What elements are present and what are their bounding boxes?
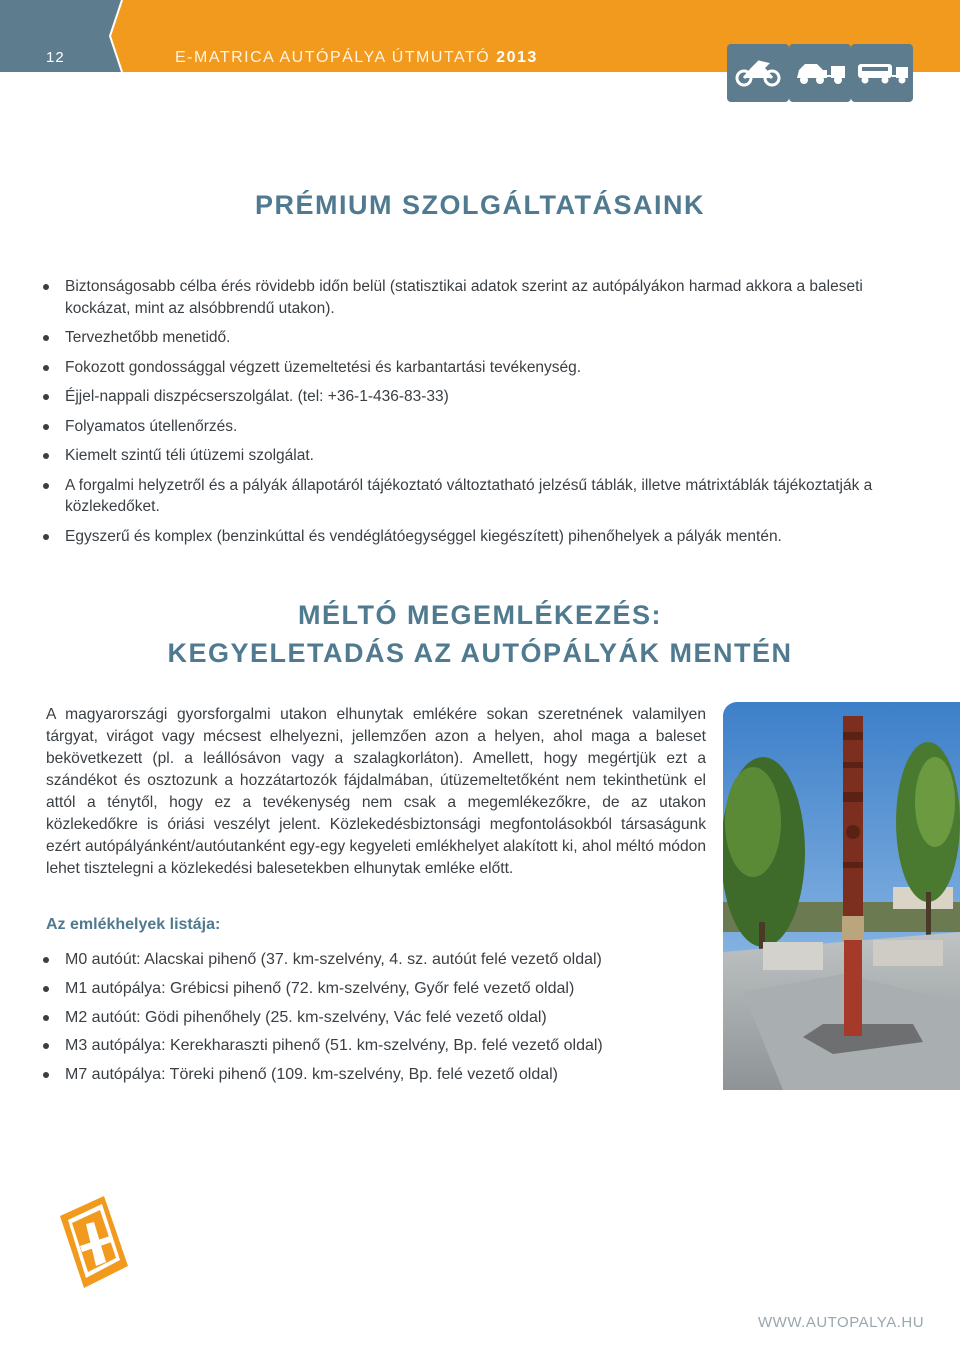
car-with-trailer-icon xyxy=(789,44,851,102)
list-item: Egyszerű és komplex (benzinkúttal és vendéglátóegységgel kiegészített) pihenőhelyek a pályák mentén. xyxy=(40,526,920,548)
header-title-year: 2013 xyxy=(496,49,538,66)
list-item: M3 autópálya: Kerekharaszti pihenő (51. km-szelvény, Bp. felé vezető oldal) xyxy=(40,1036,680,1056)
bus-with-trailer-icon xyxy=(851,44,913,102)
memorial-heading-line2: KEGYELETADÁS AZ AUTÓPÁLYÁK MENTÉN xyxy=(167,638,793,668)
header-title-prefix: E-MATRICA AUTÓPÁLYA ÚTMUTATÓ xyxy=(175,49,491,66)
memorial-heading xyxy=(0,596,960,672)
list-item: M2 autóút: Gödi pihenőhely (25. km-szelvény, Vác felé vezető oldal) xyxy=(40,1008,680,1028)
motorway-logo-icon xyxy=(56,1196,132,1292)
motorcycle-icon xyxy=(727,44,789,102)
memorial-photo xyxy=(723,702,960,1090)
list-item: Tervezhetőbb menetidő. xyxy=(40,327,920,349)
memorial-paragraph: A magyarországi gyorsforgalmi utakon elhunytak emlékére sokan szeretnének valamilyen tárgyat, virágot vagy mécsest elhelyezni, jellemzően azon a helyen, ahol maga a baleset bekövetkezett (pl. a leállósávon vagy a szalagkorláton). Amellett, hogy megértjük ezt a szándékot és osztozunk a hozzátartozók fájdalmában, útüzemeltetőként nem tekinthetünk el attól a ténytől, hogy ez a tevékenység nem csak a megemlékezőkre, de az utakon közlekedőkre is óriási veszélyt jelent. Közlekedésbiztonsági megfontolásokból társaságunk ezért autópályánként/autóutanként egy-egy kegyeleti emlékhelyet alakított ki, ahol méltó módon lehet tisztelegni a közlekedési balesetekben elhunytak emléke előtt. xyxy=(46,706,706,877)
places-list xyxy=(40,950,680,1094)
list-item: Fokozott gondossággal végzett üzemeltetési és karbantartási tevékenység. xyxy=(40,357,920,379)
page-number: 12 xyxy=(46,49,65,66)
premium-heading: PRÉMIUM SZOLGÁLTATÁSAINK xyxy=(255,190,705,220)
list-item: Biztonságosabb célba érés rövidebb időn belül (statisztikai adatok szerint az autópályákon harmad akkora a baleseti kockázat, mint az alsóbbrendű utakon). xyxy=(40,276,920,319)
memorial-heading-line1: MÉLTÓ MEGEMLÉKEZÉS: xyxy=(298,600,662,630)
list-item: Folyamatos útellenőrzés. xyxy=(40,416,920,438)
list-item: M0 autóút: Alacskai pihenő (37. km-szelvény, 4. sz. autóút felé vezető oldal) xyxy=(40,950,680,970)
list-item: M1 autópálya: Grébicsi pihenő (72. km-szelvény, Győr felé vezető oldal) xyxy=(40,979,680,999)
premium-list xyxy=(40,276,920,555)
list-item: A forgalmi helyzetről és a pályák állapotáról tájékoztató változtatható jelzésű táblák, illetve mátrixtáblák tájékoztatják a közlekedőket. xyxy=(40,475,920,518)
website-link[interactable]: WWW.AUTOPALYA.HU xyxy=(758,1314,925,1331)
header-divider xyxy=(104,0,134,72)
places-heading: Az emlékhelyek listája: xyxy=(46,916,221,933)
list-item: M7 autópálya: Töreki pihenő (109. km-szelvény, Bp. felé vezető oldal) xyxy=(40,1065,680,1085)
header-title xyxy=(175,49,538,67)
list-item: Éjjel-nappali diszpécserszolgálat. (tel: +36-1-436-83-33) xyxy=(40,386,920,408)
list-item: Kiemelt szintű téli útüzemi szolgálat. xyxy=(40,445,920,467)
